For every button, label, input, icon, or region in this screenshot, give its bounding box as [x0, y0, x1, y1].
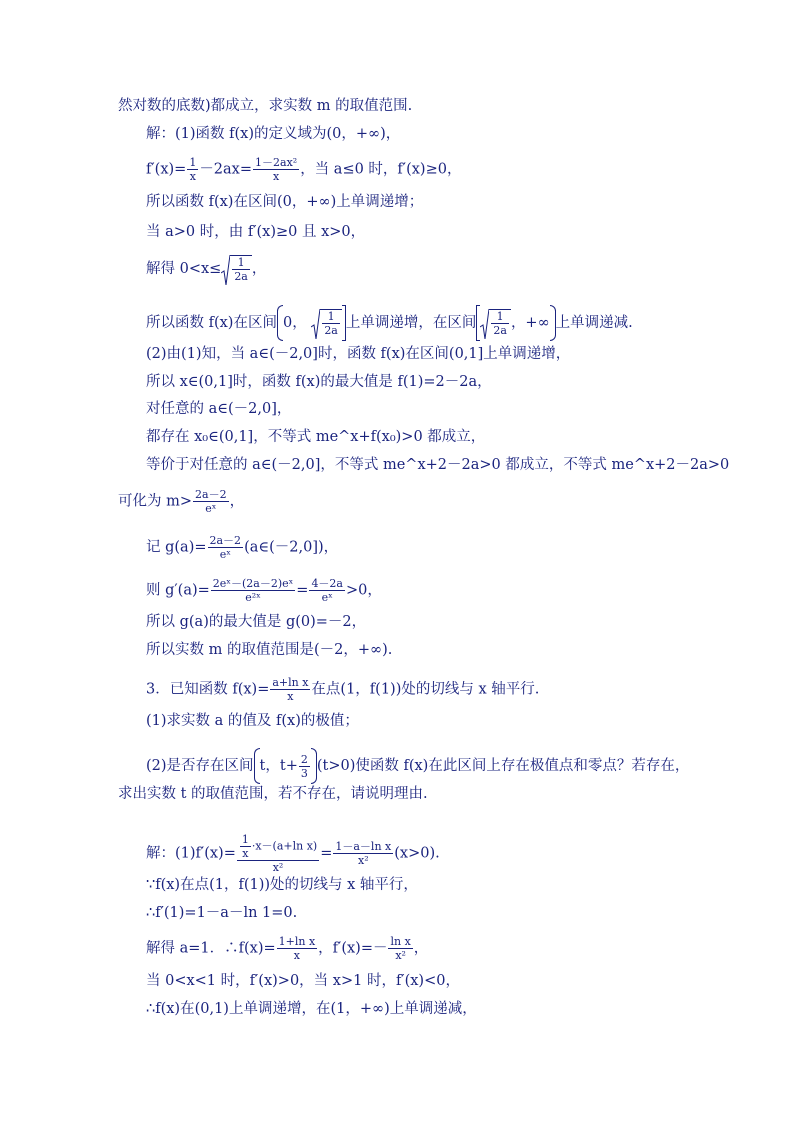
fraction: [333, 840, 393, 867]
numerator: 1－2ax²: [255, 156, 298, 169]
denominator: 3: [300, 766, 308, 780]
text-line-6: [146, 255, 266, 283]
fraction: [211, 577, 295, 604]
numerator: 2: [300, 752, 308, 766]
text-segment: 3．已知函数 f(x)=: [146, 681, 270, 698]
denominator: 2a: [234, 270, 248, 283]
square-root: [221, 255, 252, 283]
text-segment: =: [296, 582, 309, 599]
text-segment: ，当 a≤0 时，f′(x)≥0，: [300, 161, 462, 178]
text-segment: 可化为 m>: [118, 493, 193, 510]
text-line-18: [146, 676, 539, 703]
text-line-2: 解：(1)函数 f(x)的定义域为(0，+∞)，: [146, 126, 401, 142]
denominator: x²: [333, 853, 393, 867]
fraction: [253, 156, 299, 183]
denominator: eˣ: [193, 501, 229, 515]
text-line-10: 对任意的 a∈(－2,0]，: [146, 401, 292, 417]
text-line-9: 所以 x∈(0,1]时，函数 f(x)的最大值是 f(1)=2－2a，: [146, 374, 492, 390]
text-segment: (2)是否存在区间: [146, 758, 254, 774]
text-segment: >0，: [346, 582, 382, 599]
numerator: 1: [241, 833, 249, 846]
text-line-16: 所以 g(a)的最大值是 g(0)=－2，: [146, 614, 367, 630]
text-segment: ，: [413, 940, 429, 957]
fraction: [277, 935, 318, 962]
fraction: [270, 676, 310, 703]
text-line-27: ∴f(x)在(0,1)上单调递增，在(1，+∞)上单调递减，: [146, 1001, 477, 1017]
numerator: 4－2a: [311, 577, 343, 590]
square-root: [311, 309, 342, 337]
denominator: x: [277, 948, 318, 962]
text-segment: ·x－(a+ln x): [251, 839, 318, 853]
denominator: x: [270, 689, 310, 703]
text-segment: 所以函数 f(x)在区间: [146, 315, 277, 331]
text-segment: 上单调递增，在区间: [345, 315, 477, 331]
fraction: [232, 256, 250, 283]
numerator: ln x: [390, 935, 411, 948]
text-segment: 在点(1，f(1))处的切线与 x 轴平行.: [311, 681, 540, 698]
denominator: x: [187, 169, 198, 183]
text-line-12: 等价于对任意的 a∈(－2,0]，不等式 me^x+2－2a>0 都成立，不等式 me^x+2－2a>0: [146, 457, 730, 473]
text-line-4: 所以函数 f(x)在区间(0，+∞)上单调递增；: [146, 194, 424, 210]
text-segment: (x>0).: [394, 845, 440, 862]
text-segment: ，+∞: [510, 315, 550, 331]
numerator: 1: [496, 310, 504, 323]
text-segment: 上单调递减.: [555, 315, 633, 331]
fraction: [208, 534, 244, 561]
text-segment: f′(x)=: [146, 161, 187, 178]
text-segment: ，: [229, 493, 245, 510]
text-segment: 解：(1)f′(x)=: [146, 845, 236, 862]
numerator: [237, 833, 319, 860]
fraction: [240, 833, 251, 860]
text-line-1: 然对数的底数)都成立，求实数 m 的取值范围.: [118, 98, 413, 114]
text-line-21: 求出实数 t 的取值范围，若不存在，请说明理由.: [118, 786, 428, 802]
fraction: [309, 577, 345, 604]
text-line-11: 都存在 x₀∈(0,1]，不等式 me^x+f(x₀)>0 都成立，: [146, 429, 486, 445]
fraction: [193, 488, 229, 515]
text-line-17: 所以实数 m 的取值范围是(－2，+∞).: [146, 642, 393, 658]
text-segment: (t>0)使函数 f(x)在此区间上存在极值点和零点？若存在，: [316, 758, 690, 774]
numerator: 1: [237, 256, 245, 269]
text-line-5: 当 a>0 时，由 f′(x)≥0 且 x>0，: [146, 224, 366, 240]
numerator: 2eˣ－(2a－2)eˣ: [212, 577, 294, 590]
text-segment: t，t+: [259, 758, 298, 774]
fraction: [237, 833, 319, 874]
text-line-14: [146, 534, 338, 561]
text-line-25: [146, 935, 428, 962]
fraction: [187, 156, 198, 183]
text-line-20: [146, 748, 689, 784]
text-line-3: [146, 156, 461, 183]
denominator: e²ˣ: [211, 590, 295, 604]
fraction: [388, 935, 412, 962]
text-line-26: 当 0<x<1 时，f′(x)>0，当 x>1 时，f′(x)<0，: [146, 973, 460, 989]
fraction: [491, 310, 509, 337]
text-line-13: [118, 488, 244, 515]
text-segment: 则 g′(a)=: [146, 582, 210, 599]
text-segment: 记 g(a)=: [146, 539, 207, 556]
text-line-24: ∴f′(1)=1－a－ln 1=0.: [146, 905, 298, 921]
numerator: 2a－2: [195, 488, 227, 501]
text-segment: ，: [251, 261, 267, 277]
numerator: 1+ln x: [278, 935, 316, 948]
text-line-23: ∵f(x)在点(1，f(1))处的切线与 x 轴平行，: [146, 877, 418, 893]
numerator: a+ln x: [272, 676, 309, 689]
denominator: x²: [237, 860, 319, 874]
denominator: 2a: [493, 324, 507, 337]
text-line-8: (2)由(1)知，当 a∈(－2,0]时，函数 f(x)在区间(0,1]上单调递增，: [146, 346, 571, 362]
denominator: x: [240, 846, 251, 860]
numerator: 1: [327, 310, 335, 323]
numerator: 1: [189, 156, 197, 169]
denominator: 2a: [324, 324, 338, 337]
numerator: 2a－2: [209, 534, 242, 547]
denominator: x: [253, 169, 299, 183]
text-segment: －2ax=: [199, 161, 253, 178]
numerator: 1－a－ln x: [335, 840, 392, 853]
denominator: x²: [388, 948, 412, 962]
text-segment: 解得 0<x≤: [146, 261, 222, 277]
text-line-15: [146, 577, 382, 604]
text-segment: 0，: [282, 315, 307, 331]
text-segment: (a∈(－2,0])，: [244, 539, 339, 556]
fraction: [322, 310, 340, 337]
text-segment: ，f′(x)=－: [318, 940, 388, 957]
text-line-22: [146, 833, 440, 874]
square-root: [480, 309, 511, 337]
fraction: [299, 753, 310, 780]
text-line-19: (1)求实数 a 的值及 f(x)的极值；: [146, 713, 359, 729]
text-segment: =: [320, 845, 333, 862]
denominator: eˣ: [309, 590, 345, 604]
text-line-7: [146, 305, 633, 341]
text-segment: 解得 a=1．∴f(x)=: [146, 940, 276, 957]
denominator: eˣ: [208, 547, 244, 561]
